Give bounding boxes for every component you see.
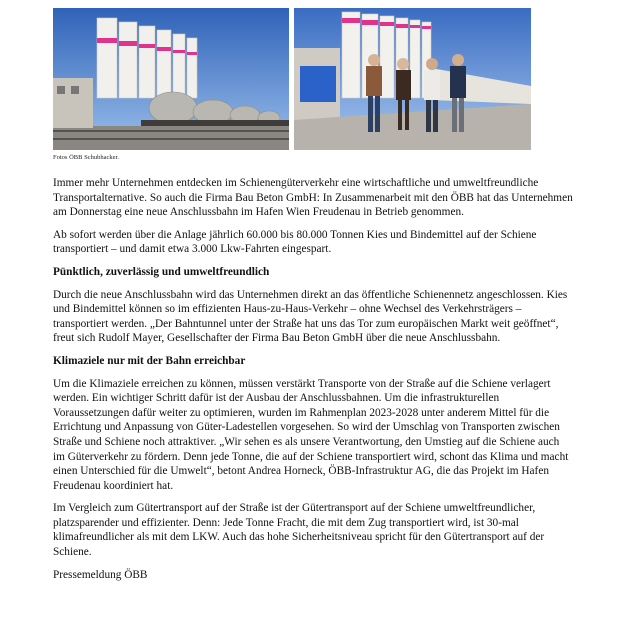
article-body xyxy=(53,176,573,582)
photo-strip xyxy=(53,8,531,150)
group-image xyxy=(294,8,531,150)
group-photo xyxy=(294,8,531,150)
intro-paragraph: Immer mehr Unternehmen entdecken im Schienengüterverkehr eine wirtschaftliche und umweltfreundliche Transportalternative. So auch die Firma Bau Beton GmbH: In Zusammenarbeit mit den ÖBB hat das Unternehmen am Donnerstag eine neue Anschlussbahn im Hafen Wien Freudenau in Betrieb genommen. xyxy=(53,177,573,219)
volume-paragraph: Ab sofort werden über die Anlage jährlich 60.000 bis 80.000 Tonnen Kies und Bindemittel auf der Schiene transportiert – und damit etwa 3.000 Lkw-Fahrten eingespart. xyxy=(53,228,537,256)
photo-caption: Fotos ÖBB Schubhacker. xyxy=(53,154,119,161)
section-paragraph-climate: Um die Klimaziele erreichen zu können, müssen verstärkt Transporte von der Straße auf die Schiene verlagert werden. Ein wichtiger Schritt dafür ist der Ausbau der Anschlussbahnen. Um die infrastrukturellen Voraussetzungen dafür weiter zu optimieren, wurden im Rahmenplan 2023-2028 unter anderem Mittel für die Errichtung und Anpassung von Güter-Ladestellen vorgesehen. So wird der Umschlag von Transporten zwischen Straße und Schiene noch attraktiver. „Wir sehen es als unsere Verantwortung, den Umstieg auf die Schiene auch im Güterverkehr zu fördern. Denn jede Tonne, die auf der Schiene transportiert wird, schont das Klima und macht einen Unterschied für die Umwelt“, betont Andrea Horneck, ÖBB-Infrastruktur AG, die das Projekt im Hafen Freudenau koordiniert hat. xyxy=(53,377,569,492)
section-paragraph-comparison: Im Vergleich zum Gütertransport auf der Straße ist der Gütertransport auf der Schiene umweltfreundlicher, platzsparender und effizienter. Denn: Jede Tonne Fracht, die mit dem Zug transportiert wird, ist 30-mal klimafreundlicher als mit dem LKW. Auch das hohe Sicherheitsniveau spricht für den Gütertransport auf der Schiene. xyxy=(53,502,545,559)
section-heading-climate: Klimaziele nur mit der Bahn erreichbar xyxy=(53,354,246,367)
section-heading-punctual: Pünktlich, zuverlässig und umweltfreundlich xyxy=(53,265,270,278)
silo-train-image xyxy=(53,8,289,150)
press-release-source: Pressemeldung ÖBB xyxy=(53,568,148,581)
silo-train-photo xyxy=(53,8,289,150)
section-paragraph-connection: Durch die neue Anschlussbahn wird das Unternehmen direkt an das öffentliche Schienennetz angeschlossen. Kies und Bindemittel können so im effizienten Haus-zu-Haus-Verkehr – ohne Wechsel des Verkehrsträgers – transportiert werden. „Der Bahntunnel unter der Straße hat uns das Tor zum europäischen Markt weit geöffnet“, freut sich Rudolf Mayer, Gesellschafter der Firma Bau Beton GmbH über die neue Anschlussbahn. xyxy=(53,288,568,345)
